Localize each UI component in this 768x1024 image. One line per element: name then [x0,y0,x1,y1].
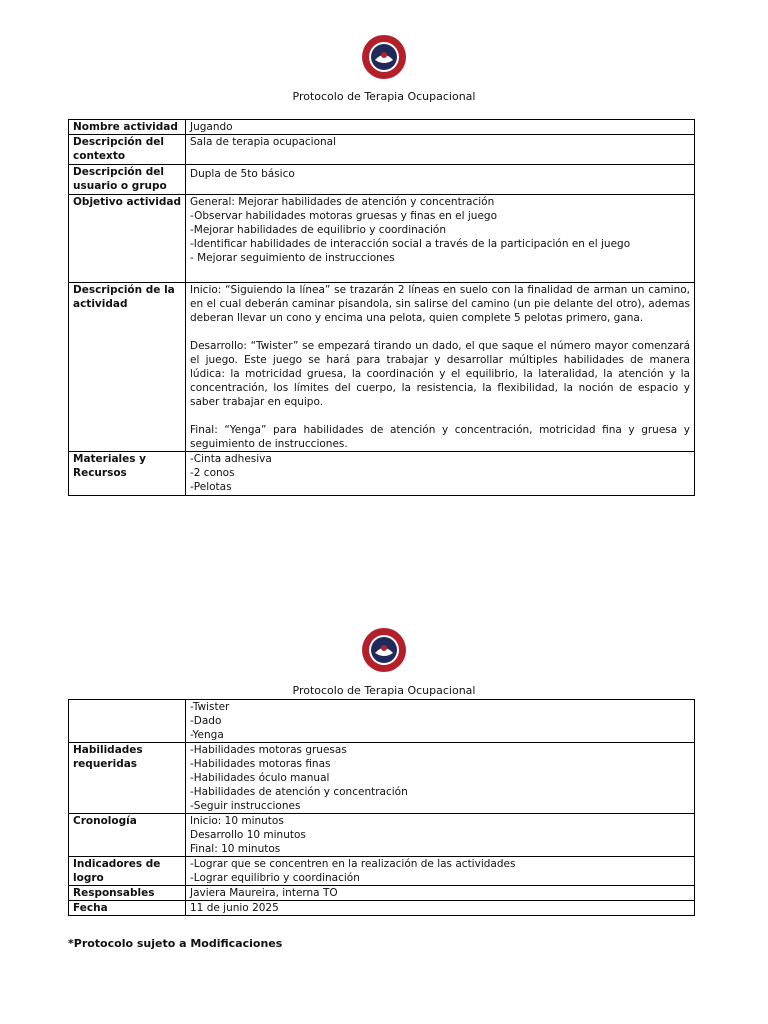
row-value [186,283,695,452]
row-label [69,700,186,743]
row-label: Nombre actividad [69,120,186,135]
row-label: Responsables [69,886,186,901]
paragraph-desarrollo: Desarrollo: “Twister” se empezará tirando un dado, el que saque el número mayor comenzará el juego. Este juego se hará para trabajar y desarrollar múltiples habilidades de manera lúdica: la motricidad gruesa, la coordinación y el equilibrio, la lateralidad, la atención y la concentración, los límites del cuerpo, la resistencia, la flexibilidad, la noción de espacio y saber trabajar en equipo. [190,340,690,408]
row-value [186,700,695,743]
row-value: Sala de terapia ocupacional [186,135,695,165]
paragraph-final: Final: “Yenga” para habilidades de atención y concentración, motricidad fina y gruesa y seguimiento de instrucciones. [190,424,690,450]
row-value [186,743,695,814]
list-item: -Yenga [190,729,224,741]
table-row [69,452,695,496]
list-item: -Habilidades motoras gruesas [190,744,347,756]
list-item: General: Mejorar habilidades de atención y concentración [190,196,495,208]
list-item: -Observar habilidades motoras gruesas y finas en el juego [190,210,498,222]
row-label: Materiales y Recursos [69,452,186,496]
list-item: Desarrollo 10 minutos [190,829,306,841]
list-item: -Twister [190,701,230,713]
row-label: Indicadores de logro [69,857,186,886]
paragraph-inicio: Inicio: “Siguiendo la línea” se trazarán 2 líneas en suelo con la finalidad de arman un camino, en el cual deberán caminar pisandola, sin salirse del camino (un pie delante del otro), ademas deberan llevar un cono y encima una pelota, quien complete 5 pelotas primero, gana. [190,284,690,324]
table-row [69,901,695,916]
row-value: 11 de junio 2025 [186,901,695,916]
list-item: -Habilidades óculo manual [190,772,330,784]
list-item: - Mejorar seguimiento de instrucciones [190,252,395,264]
table-row [69,886,695,901]
list-item: -Mejorar habilidades de equilibrio y coordinación [190,224,446,236]
protocol-table-page2 [68,699,695,916]
table-row [69,283,695,452]
table-row [69,743,695,814]
list-item: -Pelotas [190,481,232,493]
footnote: *Protocolo sujeto a Modificaciones [68,937,283,950]
list-item: -Habilidades motoras finas [190,758,331,770]
list-item: Final: 10 minutos [190,843,281,855]
row-label: Fecha [69,901,186,916]
table-row [69,814,695,857]
protocol-table-page1 [68,119,695,496]
list-item: Inicio: 10 minutos [190,815,284,827]
table-row [69,135,695,165]
row-label: Habilidades requeridas [69,743,186,814]
row-label: Descripción del contexto [69,135,186,165]
row-value: Dupla de 5to básico [186,165,695,195]
table-row [69,857,695,886]
list-item: -2 conos [190,467,235,479]
table-row [69,700,695,743]
school-seal-logo [361,34,407,80]
row-label: Descripción del usuario o grupo [69,165,186,195]
page-title: Protocolo de Terapia Ocupacional [292,684,476,697]
row-label: Cronología [69,814,186,857]
row-value [186,452,695,496]
school-seal-logo [361,627,407,673]
list-item: -Cinta adhesiva [190,453,272,465]
table-row [69,195,695,283]
list-item: -Lograr que se concentren en la realización de las actividades [190,858,516,870]
row-value [186,814,695,857]
page-title: Protocolo de Terapia Ocupacional [292,90,476,103]
row-value: Javiera Maureira, interna TO [186,886,695,901]
list-item: -Lograr equilibrio y coordinación [190,872,360,884]
row-value [186,195,695,283]
row-label: Objetivo actividad [69,195,186,283]
list-item: -Identificar habilidades de interacción social a través de la participación en el juego [190,238,631,250]
list-item: -Dado [190,715,222,727]
list-item: -Seguir instrucciones [190,800,301,812]
table-row [69,120,695,135]
row-value [186,857,695,886]
table-row [69,165,695,195]
row-label: Descripción de la actividad [69,283,186,452]
list-item: -Habilidades de atención y concentración [190,786,408,798]
row-value: Jugando [186,120,695,135]
